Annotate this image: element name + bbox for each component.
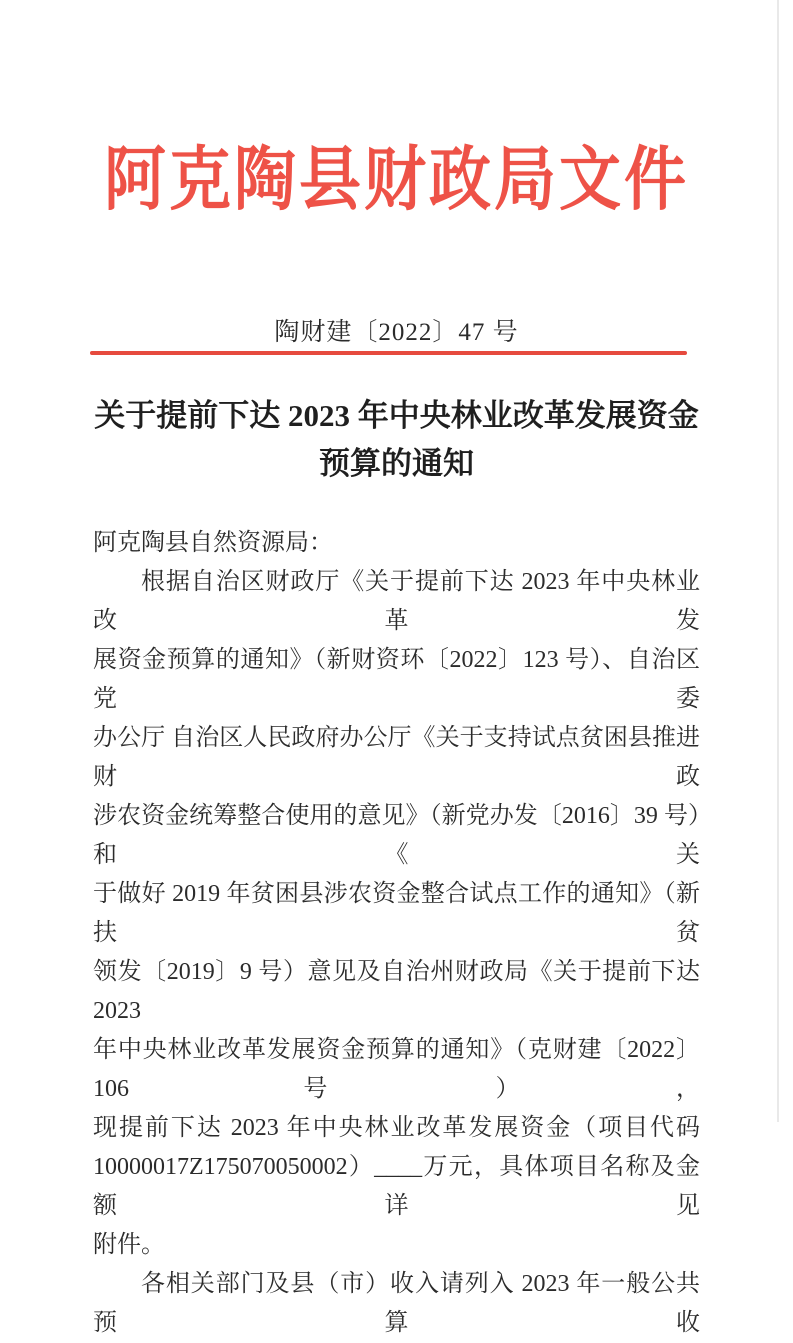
salutation: 阿克陶县自然资源局： xyxy=(93,530,333,556)
body-line: 展资金预算的通知》（新财资环〔2022〕123 号）、自治区党委 xyxy=(93,647,700,712)
body-line: 于做好 2019 年贫困县涉农资金整合试点工作的通知》（新扶贫 xyxy=(93,881,700,946)
document-number: 陶财建〔2022〕47 号 xyxy=(274,319,519,346)
body-line: 10000017Z175070050002）____万元，具体项目名称及金额详见 xyxy=(93,1154,700,1219)
document-title-line-2: 预算的通知 xyxy=(319,446,474,481)
document-title xyxy=(0,392,793,488)
body-line: 涉农资金统筹整合使用的意见》（新党办发〔2016〕39 号）和《关 xyxy=(93,803,700,868)
body-line: 领发〔2019〕9 号）意见及自治州财政局《关于提前下达 2023 xyxy=(93,959,700,1024)
agency-header-title: 阿克陶县财政局文件 xyxy=(103,142,689,219)
document-title-line-1: 关于提前下达 2023 年中央林业改革发展资金 xyxy=(94,398,699,433)
body-line: 根据自治区财政厅《关于提前下达 2023 年中央林业改革发 xyxy=(93,569,700,634)
body-line: 现提前下达 2023 年中央林业改革发展资金（项目代码 xyxy=(93,1115,700,1141)
body-line: 附件。 xyxy=(93,1232,165,1258)
red-divider-rule xyxy=(90,351,687,355)
document-body xyxy=(93,524,700,1343)
body-line: 办公厅 自治区人民政府办公厅《关于支持试点贫困县推进财政 xyxy=(93,725,700,790)
body-line: 各相关部门及县（市）收入请列入 2023 年一般公共预算收 xyxy=(93,1271,700,1336)
body-line: 年中央林业改革发展资金预算的通知》（克财建〔2022〕106 号）， xyxy=(93,1037,700,1102)
